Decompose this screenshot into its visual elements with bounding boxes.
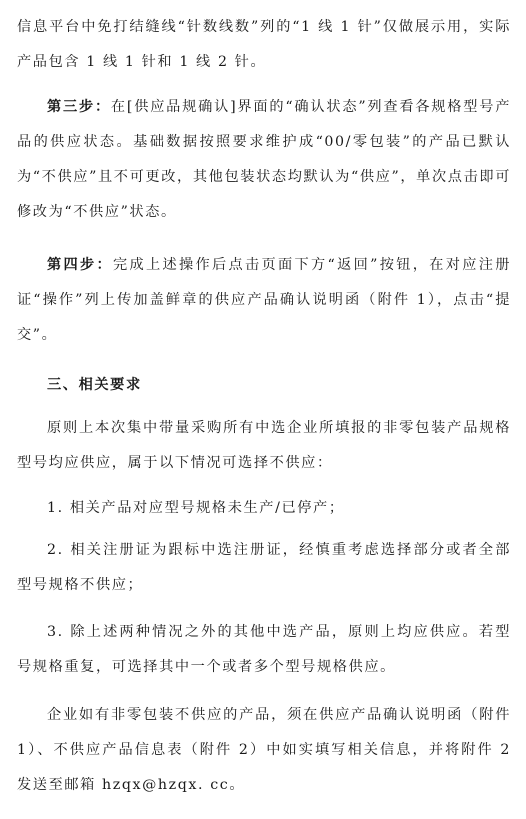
paragraph-text: 信息平台中免打结缝线“针数线数”列的“1 线 1 针”仅做展示用，实际产品包含 1 线 1 针和 1 线 2 针。 bbox=[17, 19, 511, 70]
paragraph-text: 1. 相关产品对应型号规格未生产/已停产； bbox=[47, 500, 345, 516]
paragraph-text: 企业如有非零包装不供应的产品，须在供应产品确认说明函（附件 1）、不供应产品信息表（附件 2）中如实填写相关信息，并将附件 2 发送至邮箱 hzqx@hzqx. cc。 bbox=[17, 707, 511, 793]
paragraph-sewing-note bbox=[17, 10, 511, 80]
paragraph-text: 完成上述操作后点击页面下方“返回”按钮，在对应注册证“操作”列上传加盖鲜章的供应产品确认说明函（附件 1），点击“提交”。 bbox=[17, 257, 511, 343]
paragraph-text: 原则上本次集中带量采购所有中选企业所填报的非零包装产品规格型号均应供应，属于以下情况可选择不供应： bbox=[17, 420, 511, 471]
paragraph-text: 在[供应品规确认]界面的“确认状态”列查看各规格型号产品的供应状态。基础数据按照要求维护成“00/零包装”的产品已默认为“不供应”且不可更改，其他包装状态均默认为“供应”，单次点击即可修改为“不供应”状态。 bbox=[17, 99, 511, 220]
paragraph-step-three bbox=[17, 90, 511, 230]
step-four-label: 第四步： bbox=[47, 257, 114, 273]
list-item-three bbox=[17, 615, 511, 685]
paragraph-principle bbox=[17, 411, 511, 481]
list-item-one bbox=[17, 491, 511, 526]
paragraph-text: 3. 除上述两种情况之外的其他中选产品，原则上均应供应。若型号规格重复，可选择其中一个或者多个型号规格供应。 bbox=[17, 624, 511, 675]
step-three-label: 第三步： bbox=[47, 99, 111, 115]
paragraph-text: 2. 相关注册证为跟标中选注册证，经慎重考虑选择部分或者全部型号规格不供应； bbox=[17, 542, 511, 593]
paragraph-non-supply bbox=[17, 698, 511, 803]
section-heading-requirements: 三、相关要求 bbox=[47, 377, 142, 393]
paragraph-step-four bbox=[17, 248, 511, 353]
list-item-two bbox=[17, 533, 511, 603]
